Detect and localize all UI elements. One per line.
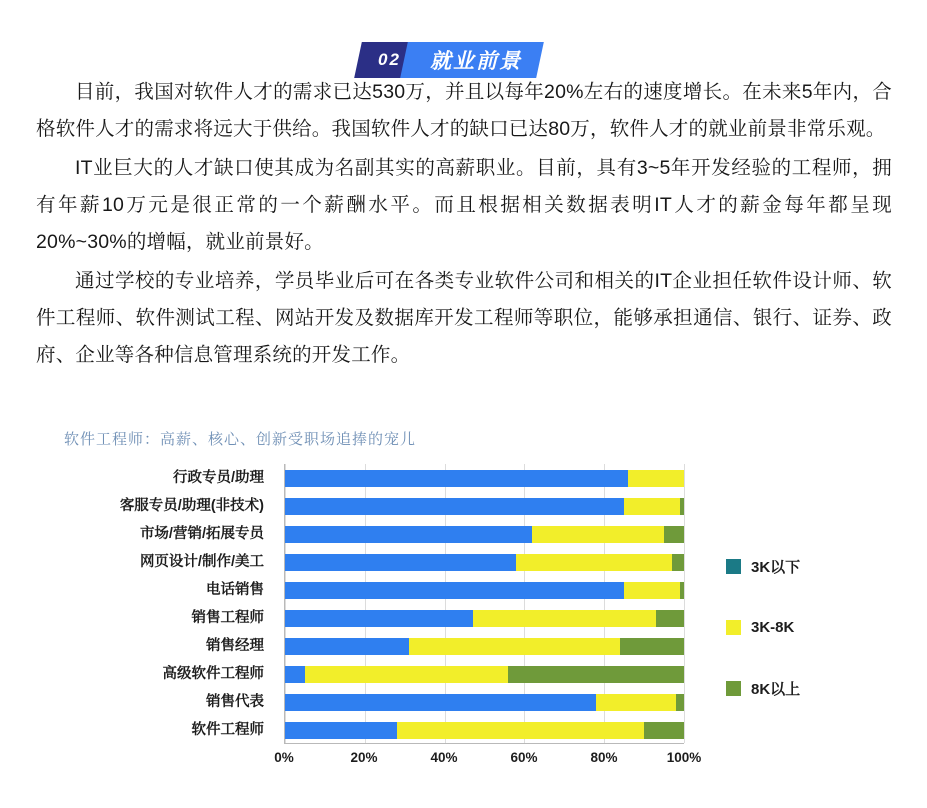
chart-bar-row [285,604,684,632]
chart-bar-segment [644,722,684,739]
chart-bar-segment [285,694,596,711]
chart-title: 软件工程师：高薪、核心、创新受职场追捧的宠儿 [64,431,417,448]
section-title-badge [400,42,544,78]
chart-x-tick-label: 80% [590,750,618,765]
chart-bar-row [285,464,684,492]
chart-bar-row [285,548,684,576]
chart-bar-segment [620,638,684,655]
chart-bar-segment [285,610,473,627]
chart-bar-segment [285,498,624,515]
chart-legend-label: 3K-8K [751,619,795,636]
chart-bar-segment [624,582,680,599]
chart-bar-segment [285,582,624,599]
chart-bar-segment [676,694,684,711]
chart-gridline [684,464,685,743]
chart-x-tick-label: 0% [274,750,294,765]
chart-category-label: 网页设计/制作/美工 [139,554,264,570]
chart-category-label: 市场/营销/拓展专员 [139,526,264,542]
chart-bar-row [285,492,684,520]
chart-bar-row [285,688,684,716]
chart-bar-segment [656,610,684,627]
chart-bar-segment [516,554,672,571]
chart-bar-segment [285,526,532,543]
paragraph-2: IT业巨大的人才缺口使其成为名副其实的高薪职业。目前，具有3~5年开发经验的工程师，拥有年薪10万元是很正常的一个薪酬水平。而且根据相关数据表明IT人才的薪金每年都呈现20%~30%的增幅，就业前景好。 [36,157,892,253]
chart-bar-segment [624,498,680,515]
chart-legend-item [726,619,876,636]
chart-legend-label: 8K以上 [751,681,801,698]
chart-plot-wrapper [36,464,896,784]
article-body [36,74,892,376]
chart-bar-segment [285,470,628,487]
salary-chart [36,412,896,792]
chart-bar-segment [664,526,684,543]
chart-x-axis [274,746,702,770]
chart-category-label: 销售经理 [206,638,264,654]
chart-category-label: 客服专员/助理(非技术) [119,498,264,514]
section-title-text: 就业前景 [430,50,522,73]
chart-legend [726,556,876,741]
chart-bar-segment [628,470,684,487]
chart-bar-segment [680,582,684,599]
chart-bar-segment [409,638,620,655]
section-header [0,20,927,73]
chart-bar-row [285,576,684,604]
chart-bar-segment [532,526,664,543]
chart-bar-row [285,716,684,744]
chart-bar-row [285,520,684,548]
chart-bar-segment [672,554,684,571]
chart-legend-label: 3K以下 [751,559,801,576]
chart-bar-segment [285,638,409,655]
chart-bar-segment [285,722,397,739]
chart-bar-segment [397,722,644,739]
chart-category-label: 行政专员/助理 [172,470,264,486]
chart-bar-segment [285,554,516,571]
chart-legend-swatch-icon [726,681,741,696]
chart-bar-segment [305,666,508,683]
chart-bar-row [285,632,684,660]
paragraph-1: 目前，我国对软件人才的需求已达530万，并且以每年20%左右的速度增长。在未来5年内，合格软件人才的需求将远大于供给。我国软件人才的缺口已达80万，软件人才的就业前景非常乐观。 [36,81,892,140]
chart-legend-item [726,556,876,577]
chart-category-label: 软件工程师 [191,722,264,738]
chart-bar-segment [680,498,684,515]
chart-bar-row [285,660,684,688]
chart-bar-segment [508,666,684,683]
chart-x-tick-label: 100% [666,750,702,765]
chart-legend-swatch-icon [726,559,741,574]
chart-bar-segment [473,610,657,627]
chart-bar-segment [285,666,305,683]
chart-x-tick-label: 60% [510,750,538,765]
chart-x-tick-label: 20% [350,750,378,765]
chart-plot-area [284,464,684,744]
chart-category-label: 电话销售 [206,582,264,598]
chart-category-label: 高级软件工程师 [162,666,264,682]
chart-legend-swatch-icon [726,620,741,635]
section-number-text: 02 [377,50,401,69]
chart-category-label: 销售工程师 [191,610,264,626]
chart-x-tick-label: 40% [430,750,458,765]
chart-bar-segment [596,694,676,711]
chart-category-labels [36,464,274,744]
chart-category-label: 销售代表 [206,694,264,710]
chart-legend-item [726,678,876,699]
paragraph-3: 通过学校的专业培养，学员毕业后可在各类专业软件公司和相关的IT企业担任软件设计师、软件工程师、软件测试工程、网站开发及数据库开发工程师等职位，能够承担通信、银行、证券、政府、企业等各种信息管理系统的开发工作。 [36,270,892,366]
